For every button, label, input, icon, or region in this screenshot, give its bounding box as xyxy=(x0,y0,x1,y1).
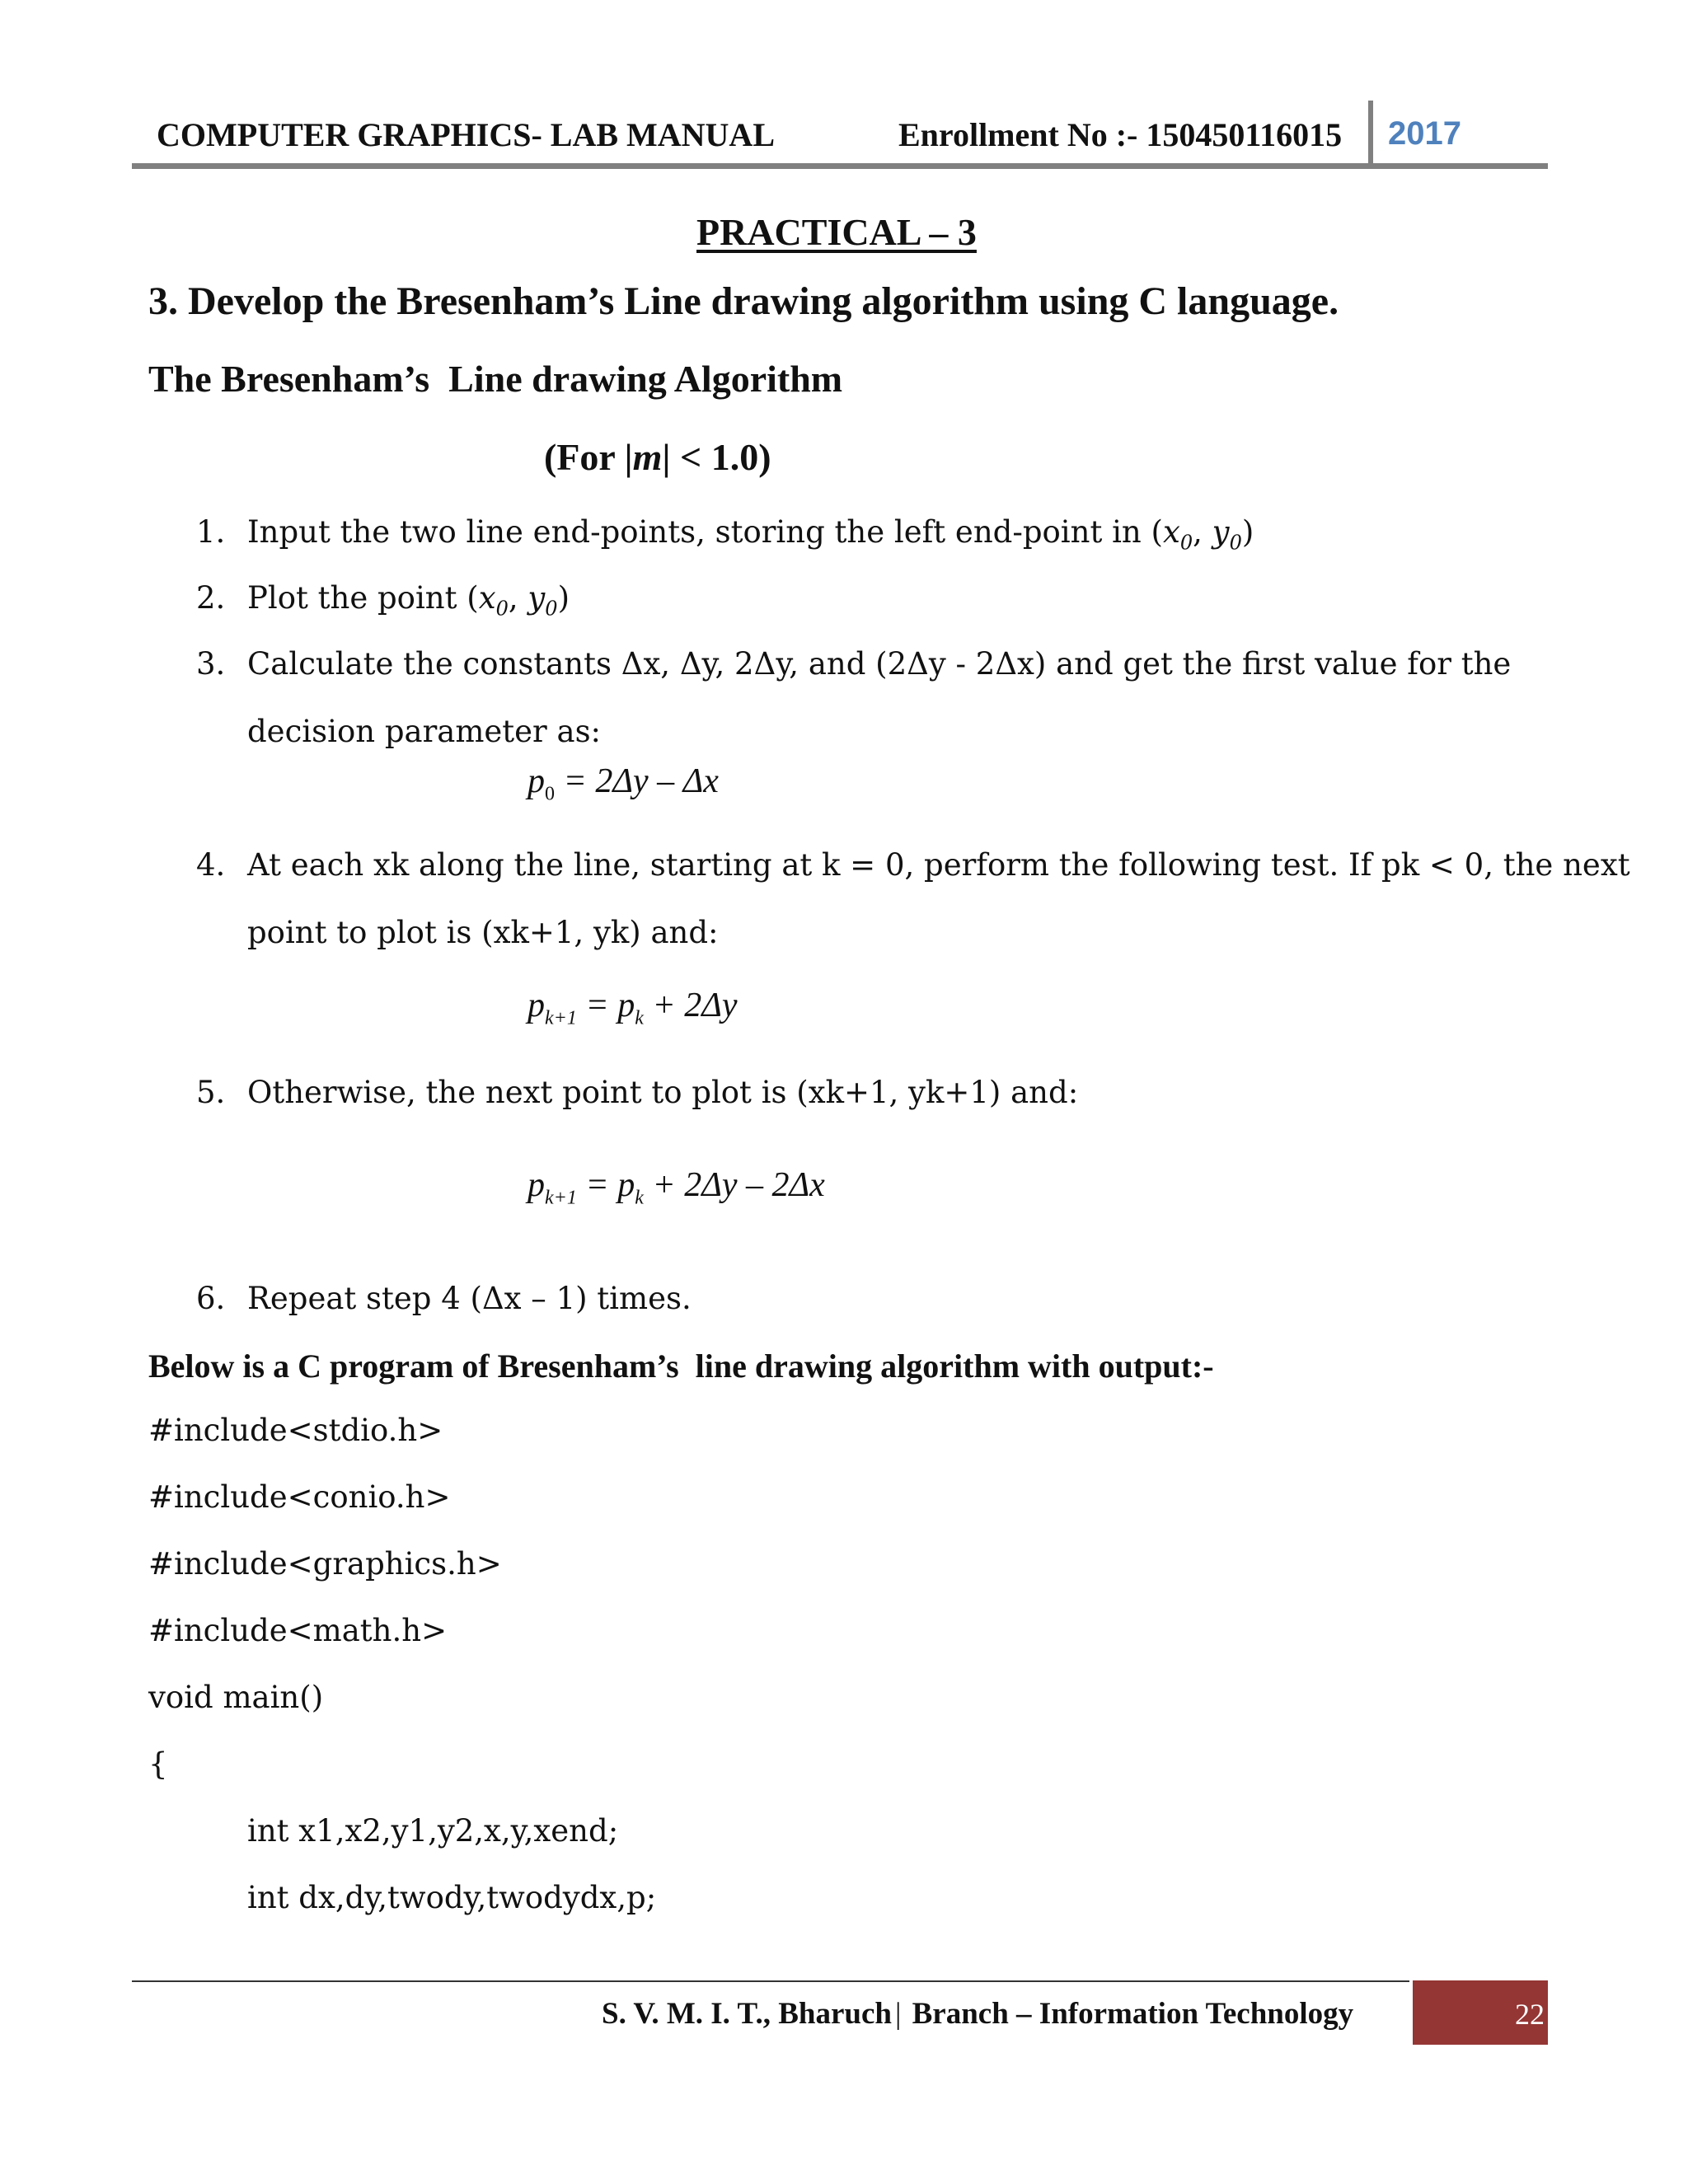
equation-pk1-case1: $p_{k+1} = p_k + 2\Delta y$ xyxy=(528,987,738,1029)
code-line: #include<conio.h> xyxy=(148,1479,451,1515)
header-rule xyxy=(132,163,1548,169)
header-enrollment: Enrollment No :- 150450116015 xyxy=(898,116,1343,153)
header-title: COMPUTER GRAPHICS- LAB MANUAL xyxy=(157,116,775,153)
step-4-continued: point to plot is (xk+1, yk) and: xyxy=(247,915,719,950)
step-6: 6. Repeat step 4 (Δx – 1) times. xyxy=(196,1281,692,1316)
code-line: #include<stdio.h> xyxy=(148,1413,443,1448)
program-intro: Below is a C program of Bresenham’s line drawing algorithm with output:- xyxy=(148,1347,1214,1385)
footer-rule xyxy=(132,1980,1409,1982)
footer-text: S. V. M. I. T., Bharuch | Branch – Information Technology xyxy=(602,1997,1354,2031)
code-line: #include<math.h> xyxy=(148,1613,448,1648)
algorithm-heading: The Bresenham’s Line drawing Algorithm xyxy=(148,358,843,400)
step-1: 1. Input the two line end-points, storing the left end-point in ($x_0$, $y_0$) xyxy=(196,514,1254,555)
code-line: int x1,x2,y1,y2,x,y,xend; xyxy=(247,1813,619,1849)
header-vertical-divider xyxy=(1368,101,1373,168)
header-year: 2017 xyxy=(1388,115,1461,152)
code-line: void main() xyxy=(148,1680,324,1715)
step-4: 4. At each xk along the line, starting at k = 0, perform the following test. If pk < 0, the next xyxy=(196,847,1630,883)
step-2: 2. Plot the point ($x_0$, $y_0$) xyxy=(196,580,570,621)
step-3-continued: decision parameter as: xyxy=(247,714,602,749)
equation-pk1-case2: $p_{k+1} = p_k + 2\Delta y - 2\Delta x$ xyxy=(528,1166,825,1209)
code-line: #include<graphics.h> xyxy=(148,1546,502,1582)
footer-branch: Branch – Information Technology xyxy=(904,1997,1354,2031)
aim-heading: 3. Develop the Bresenham’s Line drawing algorithm using C language. xyxy=(148,279,1339,323)
practical-title: PRACTICAL – 3 xyxy=(696,211,977,253)
code-line: int dx,dy,twody,twodydx,p; xyxy=(247,1880,657,1915)
page-number: 22 xyxy=(1515,1998,1545,2031)
condition-line: (For |m| < 1.0) xyxy=(544,436,771,478)
code-line: { xyxy=(148,1746,168,1782)
step-5: 5. Otherwise, the next point to plot is (xk+1, yk+1) and: xyxy=(196,1075,1079,1110)
equation-p0: $p_0 = 2\Delta y - \Delta x$ xyxy=(528,762,719,805)
footer-institute: S. V. M. I. T., Bharuch xyxy=(602,1997,892,2031)
step-3: 3. Calculate the constants Δx, Δy, 2Δy, and (2Δy - 2Δx) and get the first value for the xyxy=(196,646,1512,682)
